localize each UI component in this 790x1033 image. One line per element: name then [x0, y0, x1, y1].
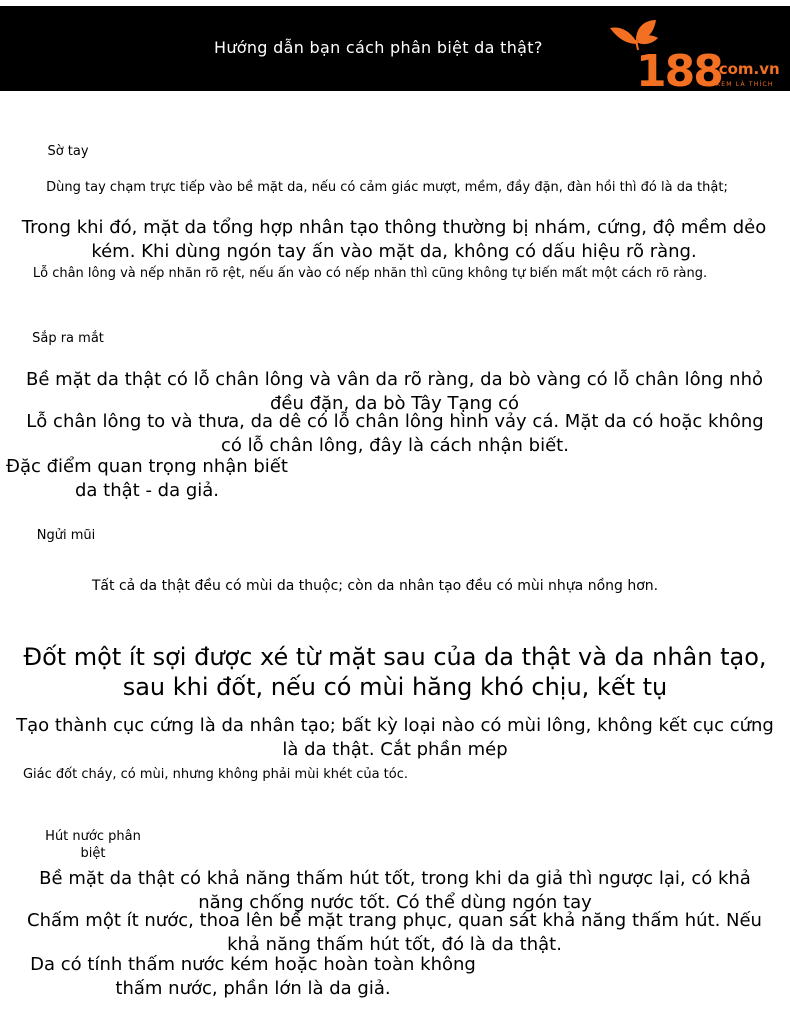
paragraph: Đặc điểm quan trọng nhận biết da thật - da giả. — [6, 456, 288, 501]
paragraph: Da có tính thấm nước kém hoặc hoàn toàn không thấm nước, phần lớn là da giả. — [30, 954, 476, 999]
paragraph: Tạo thành cục cứng là da nhân tạo; bất kỳ loại nào có mùi lông, không kết cục cứng là da thật. Cắt phần mép — [16, 715, 774, 760]
paragraph: Dùng tay chạm trực tiếp vào bề mặt da, nếu có cảm giác mượt, mềm, đầy đặn, đàn hồi thì đó là da thật; — [46, 180, 728, 195]
section-heading: Ngửi mũi — [36, 528, 96, 543]
paragraph: Chấm một ít nước, thoa lên bề mặt trang phục, quan sát khả năng thấm hút. Nếu khả năng thấm hút tốt, đó là da thật. — [27, 910, 762, 955]
paragraph: Đốt một ít sợi được xé từ mặt sau của da thật và da nhân tạo, sau khi đốt, nếu có mùi hăng khó chịu, kết tụ — [23, 643, 767, 701]
paragraph: Trong khi đó, mặt da tổng hợp nhân tạo thông thường bị nhám, cứng, độ mềm dẻo kém. Khi dùng ngón tay ấn vào mặt da, không có dấu hiệu rõ ràng. — [21, 217, 767, 262]
paragraph: Bề mặt da thật có khả năng thấm hút tốt, trong khi da giả thì ngược lại, có khả năng chống nước tốt. Có thể dùng ngón tay — [39, 868, 751, 913]
paragraph: Tất cả da thật đều có mùi da thuộc; còn da nhân tạo đều có mùi nhựa nồng hơn. — [91, 578, 659, 594]
section-heading: Sờ tay — [47, 144, 89, 159]
section-heading: Hút nước phân biệt — [45, 829, 141, 861]
site-logo[interactable] — [606, 20, 782, 90]
logo-number: 188 — [636, 46, 722, 90]
section-heading: Sắp ra mắt — [32, 331, 104, 346]
page-title: Hướng dẫn bạn cách phân biệt da thật? — [214, 38, 543, 57]
paragraph: Lỗ chân lông và nếp nhăn rõ rệt, nếu ấn vào có nếp nhăn thì cũng không tự biến mất một cách rõ ràng. — [32, 266, 708, 281]
logo-tagline: XEM LÀ THÍCH — [716, 81, 774, 88]
logo-domain: .com.vn — [713, 60, 780, 78]
page-header — [0, 6, 790, 91]
paragraph: Lỗ chân lông to và thưa, da dê có lỗ chân lông hình vảy cá. Mặt da có hoặc không có lỗ chân lông, đây là cách nhận biết. — [26, 411, 764, 456]
paragraph: Giác đốt cháy, có mùi, nhưng không phải mùi khét của tóc. — [22, 767, 409, 782]
paragraph: Bề mặt da thật có lỗ chân lông và vân da rõ ràng, da bò vàng có lỗ chân lông nhỏ đều đặn, da bò Tây Tạng có — [26, 369, 763, 414]
